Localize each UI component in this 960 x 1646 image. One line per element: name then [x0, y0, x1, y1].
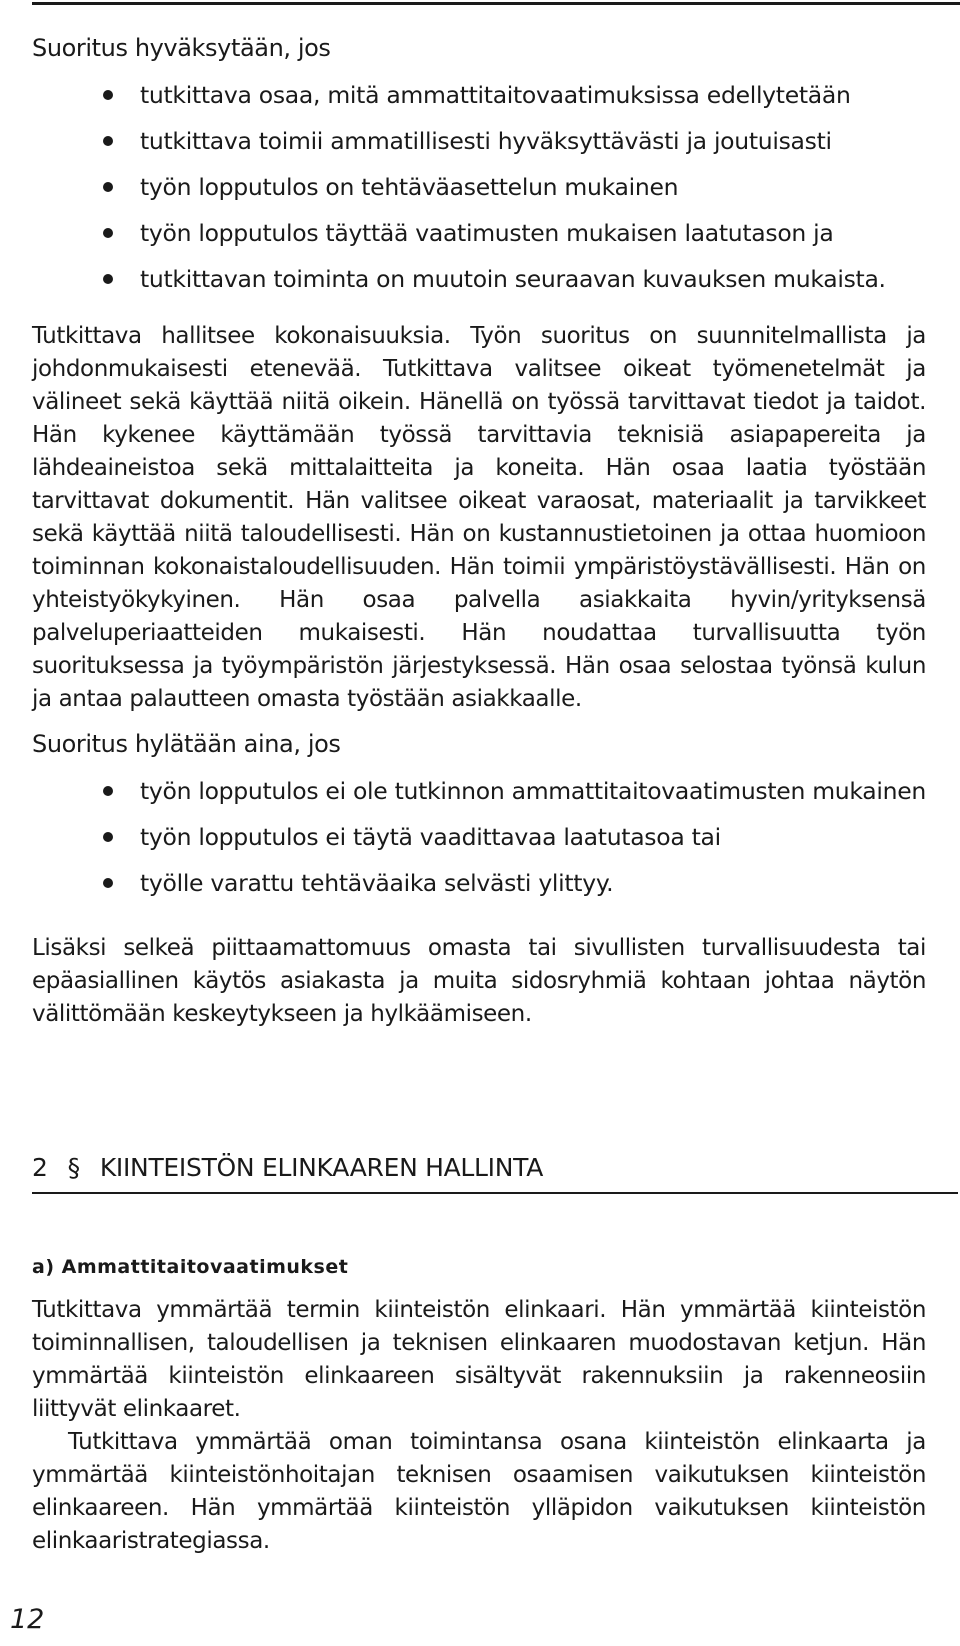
bullet-icon: [103, 786, 113, 796]
accepted-intro: Suoritus hyväksytään, jos: [32, 34, 331, 62]
bullet-icon: [103, 878, 113, 888]
bullet-icon: [103, 90, 113, 100]
accepted-list: [103, 72, 886, 302]
subsection-title: a) Ammattitaitovaatimukset: [32, 1256, 349, 1278]
bullet-icon: [103, 228, 113, 238]
paragraph-1: Tutkittava ymmärtää termin kiinteistön elinkaari. Hän ymmärtää kiinteistön toiminnallisen, taloudellisen ja teknisen elinkaaren muodostavan ketjun. Hän ymmärtää kiinteistön elinkaareen sisältyvät rakennuksiin ja rakenneosiin liittyvät elinkaaret.: [32, 1297, 926, 1422]
list-item: työn lopputulos ei täytä vaadittavaa laatutasoa tai: [103, 814, 926, 860]
bullet-icon: [103, 136, 113, 146]
page-number: 12: [10, 1604, 45, 1635]
list-item: työn lopputulos ei ole tutkinnon ammattitaitovaatimusten mukainen: [103, 768, 926, 814]
rejected-intro: Suoritus hylätään aina, jos: [32, 730, 341, 758]
additional-note: Lisäksi selkeä piittaamattomuus omasta tai sivullisten turvallisuudesta tai epäasiallinen käytös asiakasta ja muita sidosryhmiä kohtaan johtaa näytön välittömään keskeytykseen ja hylkäämiseen.: [32, 935, 926, 1027]
list-item: työn lopputulos on tehtäväasettelun mukainen: [103, 164, 886, 210]
rejected-list: [103, 768, 926, 906]
list-item: tutkittavan toiminta on muutoin seuraavan kuvauksen mukaista.: [103, 256, 886, 302]
bullet-icon: [103, 274, 113, 284]
bullet-icon: [103, 182, 113, 192]
bullet-icon: [103, 832, 113, 842]
section-symbol: §: [67, 1153, 80, 1182]
performance-description: Tutkittava hallitsee kokonaisuuksia. Työn suoritus on suunnitelmallista ja johdonmukaisesti etenevää. Tutkittava valitsee oikeat työmenetelmät ja välineet sekä käyttää niitä oikein. Hänellä on työssä tarvittavat tiedot ja taidot. Hän kykenee käyttämään työssä tarvittavia teknisiä asiapapereita ja lähdeaineistoa sekä mittalaitteita ja koneita. Hän osaa laatia työstään tarvittavat dokumentit. Hän valitsee oikeat varaosat, materiaalit ja tarvikkeet sekä käyttää niitä taloudellisesti. Hän on kustannustietoinen ja ottaa huomioon toiminnan kokonaistaloudellisuuden. Hän toimii ympäristöystävällisesti. Hän on yhteistyökykyinen. Hän osaa palvella asiakkaita hyvin/yrityksensä palveluperiaatteiden mukaisesti. Hän noudattaa turvallisuutta työn suorituksessa ja työympäristön järjestyksessä. Hän osaa selostaa työnsä kulun ja antaa palautteen omasta työstään asiakkaalle.: [32, 323, 926, 712]
list-item: työlle varattu tehtäväaika selvästi ylittyy.: [103, 860, 926, 906]
top-rule: [32, 2, 960, 5]
section-number: 2: [32, 1153, 48, 1182]
list-item: tutkittava osaa, mitä ammattitaitovaatimuksissa edellytetään: [103, 72, 886, 118]
paragraph-2: Tutkittava ymmärtää oman toimintansa osana kiinteistön elinkaarta ja ymmärtää kiinteistönhoitajan teknisen osaamisen vaikutuksen kiinteistön elinkaareen. Hän ymmärtää kiinteistön ylläpidon vaikutuksen kiinteistön elinkaaristrategiassa.: [32, 1429, 926, 1554]
section-title: KIINTEISTÖN ELINKAAREN HALLINTA: [99, 1153, 543, 1182]
section-heading: [32, 1148, 958, 1194]
list-item: työn lopputulos täyttää vaatimusten mukaisen laatutason ja: [103, 210, 886, 256]
list-item: tutkittava toimii ammatillisesti hyväksyttävästi ja joutuisasti: [103, 118, 886, 164]
